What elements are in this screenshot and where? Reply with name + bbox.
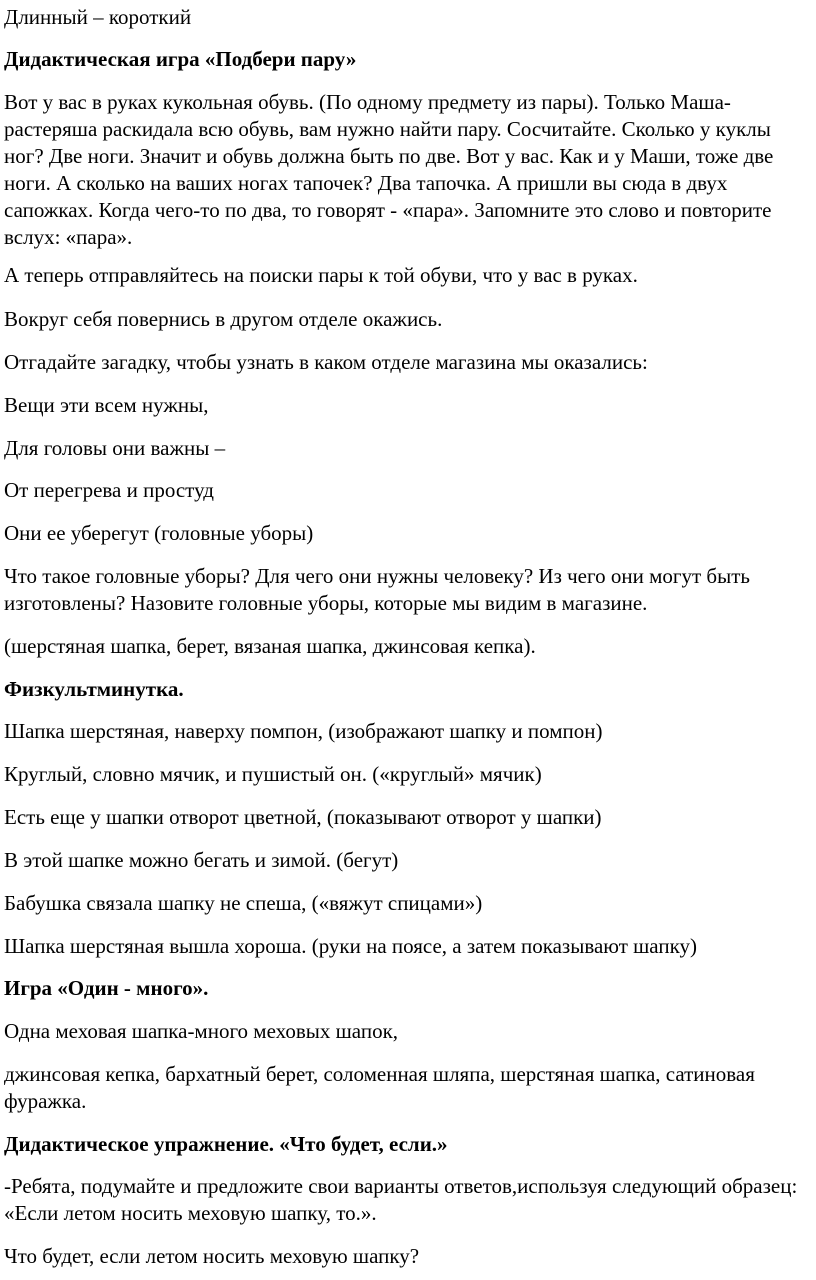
poem-line-1: Шапка шерстяная, наверху помпон, (изображают шапку и помпон) (4, 719, 603, 743)
poem-line-4: В этой шапке можно бегать и зимой. (бегут) (4, 848, 399, 872)
poem-line-6: Шапка шерстяная вышла хороша. (руки на поясе, а затем показывают шапку) (4, 934, 697, 958)
paragraph-long-short: Длинный – короткий (4, 5, 192, 29)
poem-line-3: Есть еще у шапки отворот цветной, (показывают отворот у шапки) (4, 805, 602, 829)
riddle-line-1: Вещи эти всем нужны, (4, 393, 209, 417)
paragraph-summer-fur-hat: Что будет, если летом носить меховую шапку? (4, 1244, 420, 1268)
heading-what-if: Дидактическое упражнение. «Что будет, если.» (4, 1132, 448, 1156)
poem-line-5: Бабушка связала шапку не спеша, («вяжут спицами») (4, 891, 483, 915)
paragraph-turn-around: Вокруг себя повернись в другом отделе окажись. (4, 307, 443, 331)
riddle-line-3: От перегрева и простуд (4, 478, 214, 502)
paragraph-hat-types: джинсовая кепка, бархатный берет, соломенная шляпа, шерстяная шапка, сатиновая фуражка. (4, 1062, 755, 1113)
paragraph-hats-list: (шерстяная шапка, берет, вязаная шапка, джинсовая кепка). (4, 634, 536, 658)
paragraph-think-answers: -Ребята, подумайте и предложите свои варианты ответов,используя следующий образец: «Если летом носить меховую шапку, то.». (4, 1174, 798, 1225)
riddle-line-2: Для головы они важны – (4, 436, 226, 460)
paragraph-doll-shoes: Вот у вас в руках кукольная обувь. (По одному предмету из пары). Только Маша-растеряша раскидала всю обувь, вам нужно найти пару. Сосчитайте. Сколько у куклы ног? Две ноги. Значит и обувь должна быть по две. Вот у вас. Как и у Маши, тоже две ноги. А сколько на ваших ногах тапочек? Два тапочка. А пришли вы сюда в двух сапожках. Когда чего-то по два, то говорят - «пара». Запомните это слово и повторите вслух: «пара». (4, 90, 774, 249)
heading-pick-a-pair: Дидактическая игра «Подбери пару» (4, 47, 357, 71)
paragraph-find-pair: А теперь отправляйтесь на поиски пары к той обуви, что у вас в руках. (4, 263, 638, 287)
heading-one-many: Игра «Один - много». (4, 976, 209, 1000)
poem-line-2: Круглый, словно мячик, и пушистый он. («круглый» мячик) (4, 762, 542, 786)
riddle-line-4: Они ее уберегут (головные уборы) (4, 521, 314, 545)
paragraph-riddle-intro: Отгадайте загадку, чтобы узнать в каком отделе магазина мы оказались: (4, 350, 648, 374)
heading-physical-minute: Физкультминутка. (4, 677, 184, 701)
paragraph-one-fur-hat: Одна меховая шапка-много меховых шапок, (4, 1019, 399, 1043)
paragraph-hats-questions: Что такое головные уборы? Для чего они нужны человеку? Из чего они могут быть изготовлены? Назовите головные уборы, которые мы видим в магазине. (4, 564, 750, 615)
